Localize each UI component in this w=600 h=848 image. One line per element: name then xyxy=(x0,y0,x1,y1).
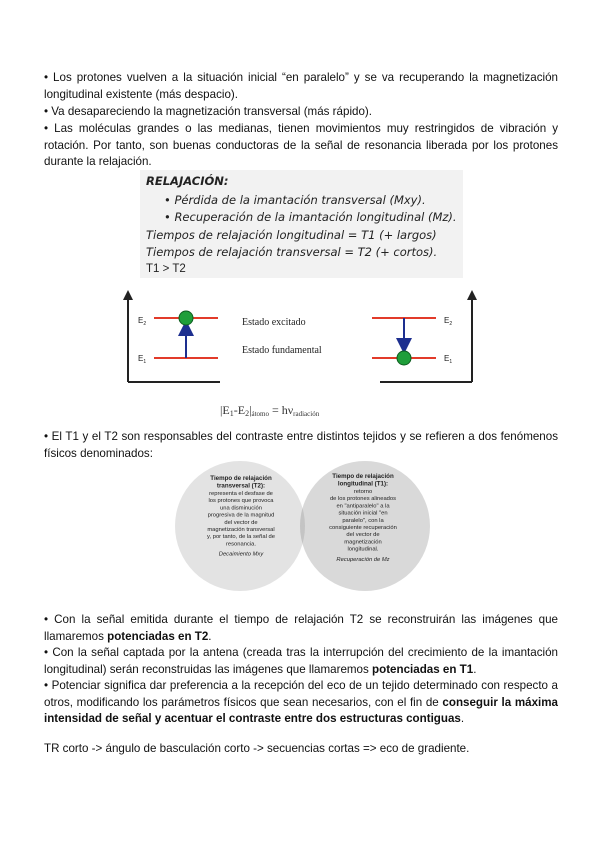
venn-body-line: situación inicial "en xyxy=(338,510,388,517)
venn-title-line: Tiempo de relajación xyxy=(210,475,272,482)
relaxation-venn-diagram xyxy=(175,460,430,592)
venn-body-line: resonancia. xyxy=(226,541,256,548)
t2-text: • Con la señal emitida durante el tiempo de relajación T2 se reconstruirán las imágenes que llamaremos xyxy=(44,613,558,643)
t2-end: . xyxy=(208,629,212,643)
venn-title-line: longitudinal (T1): xyxy=(337,480,389,488)
venn-body-line: paralelo", con la xyxy=(342,517,384,524)
left-e2-label: $E_2$ xyxy=(138,316,147,327)
venn-body-line: en "antiparalelo" a la xyxy=(336,503,390,510)
venn-body-line: magnetización transversal xyxy=(207,527,275,533)
potenciar-end: . xyxy=(460,712,465,726)
t1-end: . xyxy=(473,662,477,676)
left-electron xyxy=(179,311,193,325)
paragraph-t1-weighted xyxy=(44,645,558,678)
relaxation-t1-line: Tiempos de relajación longitudinal = T1 (+ largos) xyxy=(146,228,437,242)
paragraph-t2-weighted xyxy=(44,612,558,645)
left-e1-label: $E_1$ xyxy=(138,354,147,365)
venn-title-line: Tiempo de relajación xyxy=(332,473,394,480)
relaxation-t2-line: Tiempos de relajación transversal = T2 (+ cortos). xyxy=(146,245,438,259)
venn-body-line: longitudinal. xyxy=(347,546,379,553)
venn-body-line: progresiva de la magnitud xyxy=(207,512,275,519)
venn-body-line: y, por tanto, de la señal de xyxy=(207,534,275,541)
venn-body-line: consiguiente recuperación xyxy=(329,525,397,531)
right-electron xyxy=(397,351,411,365)
paragraph-molecules: • Las moléculas grandes o las medianas, tienen movimientos muy restringidos de vibración y rotación. Por tanto, son buenas conductoras de la señal de resonancia liberada por los protones durante la relajación. xyxy=(44,122,558,169)
venn-body-line: los protones que provoca xyxy=(208,498,274,505)
paragraph-t1-t2: • El T1 y el T2 son responsables del contraste entre distintos tejidos y se refieren a dos fenómenos físicos denominados: xyxy=(44,430,558,460)
paragraph-potenciar xyxy=(44,678,558,728)
relaxation-bullet-mz: • Recuperación de la imantación longitudinal (Mz). xyxy=(164,210,457,224)
relaxation-title: RELAJACIÓN: xyxy=(146,174,229,188)
paragraph-recovery: • Los protones vuelven a la situación inicial “en paralelo” y se va recuperando la magnetización longitudinal existente (más despacio). xyxy=(44,71,558,101)
venn-body-line: una disminución xyxy=(220,505,262,512)
energy-level-diagram xyxy=(120,288,480,420)
excited-state-label: Estado excitado xyxy=(242,317,306,328)
potenciar-bold: conseguir la máxima intensidad de señal y acentuar el contraste entre dos estructuras contiguas xyxy=(44,695,559,726)
paragraph-transverse: • Va desapareciendo la magnetización transversal (más rápido). xyxy=(44,105,372,118)
left-y-axis-arrowhead xyxy=(123,290,133,300)
relaxation-bullet-mxy: • Pérdida de la imantación transversal (Mxy). xyxy=(164,193,426,207)
t1-bold: potenciadas en T1 xyxy=(372,662,474,676)
right-e2-label: $E_2$ xyxy=(444,316,453,327)
venn-body-line: del vector de xyxy=(224,519,258,526)
right-y-axis-arrowhead xyxy=(467,290,477,300)
relaxation-box xyxy=(140,170,463,278)
venn-body-line: representa el desfase de xyxy=(209,491,273,497)
venn-body-line: magnetización xyxy=(344,539,382,546)
paragraph-tr-short: TR corto -> ángulo de basculación corto -> secuencias cortas => eco de gradiente. xyxy=(44,742,470,755)
venn-title-line: transversal (T2): xyxy=(216,482,266,490)
venn-body-line: retorno xyxy=(353,489,373,495)
venn-footer: Recuperación de Mz xyxy=(336,556,390,563)
t1-text: • Con la señal captada por la antena (creada tras la interrupción del crecimiento de la imantación longitudinal) serán reconstruidas las imágenes que llamaremos xyxy=(44,646,558,676)
relaxation-compare: T1 > T2 xyxy=(146,263,186,275)
venn-body-line: del vector de xyxy=(346,532,380,539)
t2-bold: potenciadas en T2 xyxy=(107,629,209,643)
energy-formula: |E1-E2|átomo = hνradiación xyxy=(220,403,320,418)
potenciar-text: • Potenciar significa dar preferencia a la recepción del eco de un tejido determinado con respecto a otros, modificando los parámetros físicos que sean necesarios, con el fin de xyxy=(44,679,558,709)
right-e1-label: $E_1$ xyxy=(444,354,453,365)
venn-footer: Decaimiento Mxy xyxy=(218,551,264,558)
venn-body-line: de los protones alineados xyxy=(329,496,397,503)
ground-state-label: Estado fundamental xyxy=(242,345,322,356)
